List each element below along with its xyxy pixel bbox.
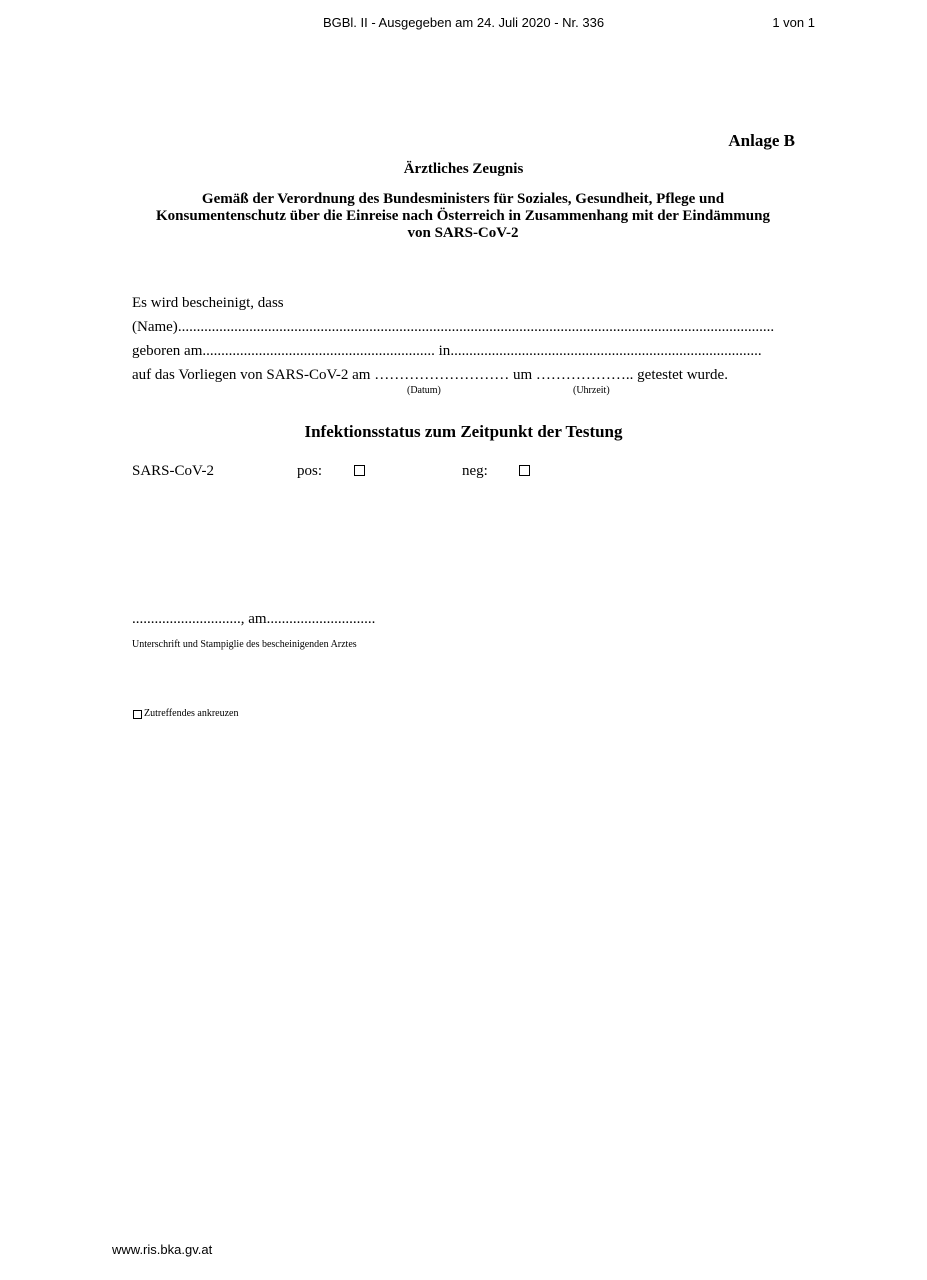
presence-label: auf das Vorliegen von SARS-CoV-2 am xyxy=(132,367,371,383)
footer-website: www.ris.bka.gv.at xyxy=(112,1242,213,1257)
date-caption: (Datum) xyxy=(407,385,441,396)
legend-checkbox-icon xyxy=(133,710,142,719)
publication-header: BGBl. II - Ausgegeben am 24. Juli 2020 - Nr. 336 xyxy=(322,15,605,30)
legend-text: Zutreffendes ankreuzen xyxy=(144,708,239,719)
test-info-row xyxy=(132,367,728,384)
certification-intro: Es wird bescheinigt, dass xyxy=(132,295,284,311)
subtitle-line: Gemäß der Verordnung des Bundesministers für Soziales, Gesundheit, Pflege und xyxy=(201,191,725,207)
test-time-field[interactable]: ……………….. xyxy=(535,367,634,383)
test-name-label: SARS-CoV-2 xyxy=(132,463,214,479)
annex-label: Anlage B xyxy=(728,131,795,150)
born-label: geboren am xyxy=(132,343,203,359)
name-field[interactable] xyxy=(132,319,774,336)
name-dots: ............................................................................................................................................................... xyxy=(177,319,775,335)
signature-place-date-field[interactable]: ............................., am............................. xyxy=(132,611,376,627)
birth-field-row xyxy=(132,343,762,360)
negative-label: neg: xyxy=(462,463,488,479)
positive-label: pos: xyxy=(297,463,323,479)
subtitle-line: Konsumentenschutz über die Einreise nach Österreich in Zusammenhang mit der Eindämmung xyxy=(156,208,770,224)
positive-checkbox[interactable] xyxy=(354,465,365,476)
birth-date-field[interactable]: .............................................................. xyxy=(202,343,435,359)
document-subtitle xyxy=(113,191,813,242)
time-label: um xyxy=(512,367,533,383)
name-label: (Name) xyxy=(132,319,178,335)
tested-label: getestet wurde. xyxy=(637,367,728,383)
test-date-field[interactable]: ……………………… xyxy=(374,367,510,383)
birthplace-field[interactable]: ................................................................................... xyxy=(450,343,762,359)
infection-status-heading: Infektionsstatus zum Zeitpunkt der Testung xyxy=(304,422,623,441)
signature-caption: Unterschrift und Stampiglie des bescheinigenden Arztes xyxy=(132,639,357,650)
birthplace-label: in xyxy=(438,343,451,359)
page-indicator: 1 von 1 xyxy=(772,15,815,30)
negative-checkbox[interactable] xyxy=(519,465,530,476)
document-title: Ärztliches Zeugnis xyxy=(403,161,524,177)
subtitle-line: von SARS-CoV-2 xyxy=(407,225,519,241)
time-caption: (Uhrzeit) xyxy=(573,385,610,396)
